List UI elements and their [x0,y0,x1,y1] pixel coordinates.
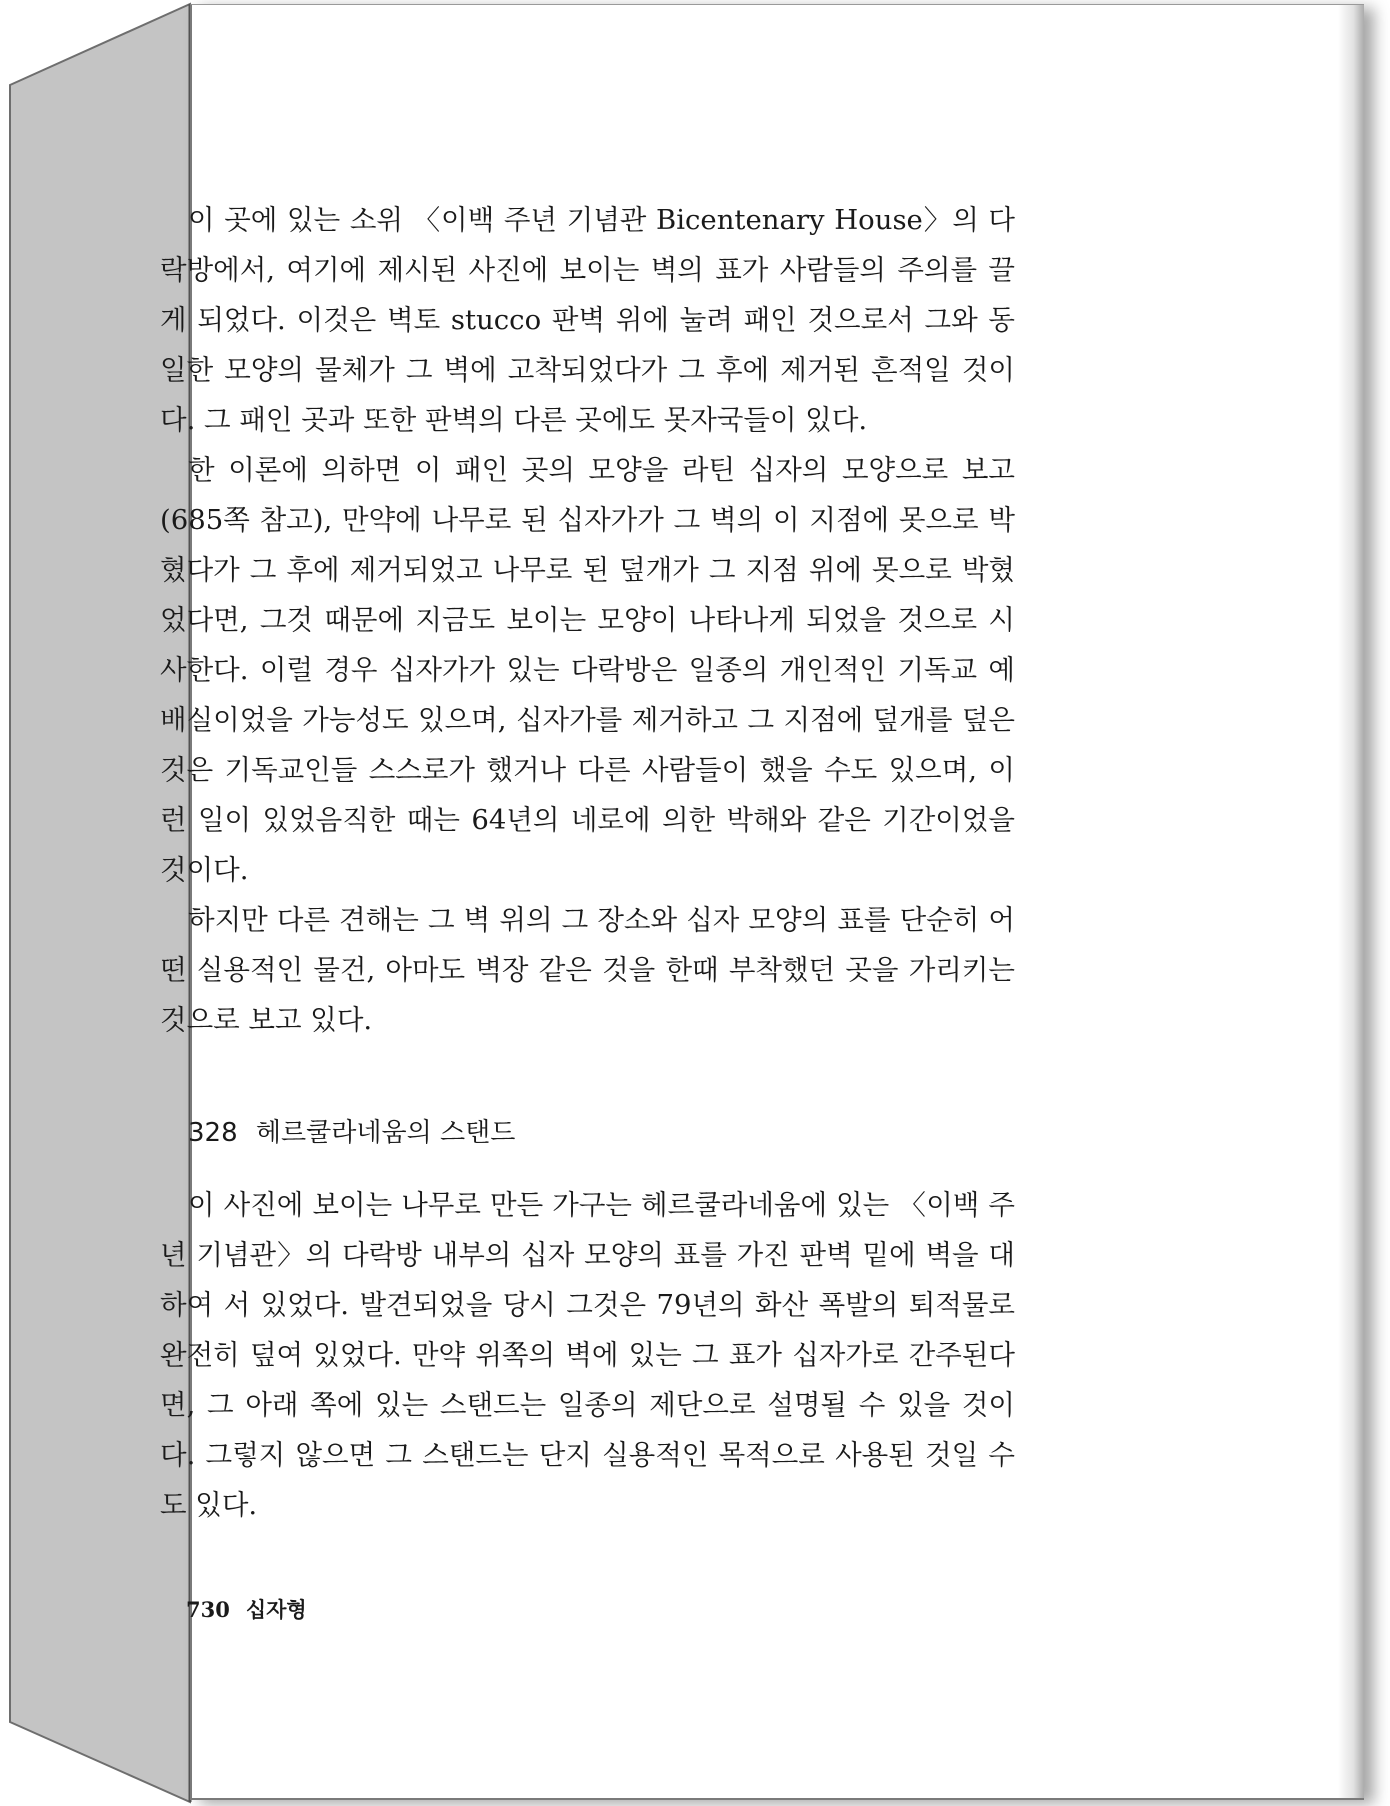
body-paragraph-1: 이 곳에 있는 소위 〈이백 주년 기념관 Bicentenary House〉의 다락방에서, 여기에 제시된 사진에 보이는 벽의 표가 사람들의 주의를 끌게 되었다. 이것은 벽토 stucco 판벽 위에 눌려 패인 것으로서 그와 동일한 모양의 물체가 그 벽에 고착되었다가 그 후에 제거된 흔적일 것이다. 그 패인 곳과 또한 판벽의 다른 곳에도 못자국들이 있다. [160,204,1015,436]
section-text [160,1180,1015,1530]
body-text [160,195,1015,1045]
page-edge-shadow [1338,5,1364,1798]
section-heading [188,1112,515,1149]
section-paragraph-1: 이 사진에 보이는 나무로 만든 가구는 헤르쿨라네움에 있는 〈이백 주년 기념관〉의 다락방 내부의 십자 모양의 표를 가진 판벽 밑에 벽을 대하여 서 있었다. 발견되었을 당시 그것은 79년의 화산 폭발의 퇴적물로 완전히 덮여 있었다. 만약 위쪽의 벽에 있는 그 표가 십자가로 간주된다면, 그 아래 쪽에 있는 스탠드는 일종의 제단으로 설명될 수 있을 것이다. 그렇지 않으면 그 스탠드는 단지 실용적인 목적으로 사용된 것일 수도 있다. [160,1189,1015,1521]
body-paragraph-2: 한 이론에 의하면 이 패인 곳의 모양을 라틴 십자의 모양으로 보고(685쪽 참고), 만약에 나무로 된 십자가가 그 벽의 이 지점에 못으로 박혔다가 그 후에 제거되었고 나무로 된 덮개가 그 지점 위에 못으로 박혔었다면, 그것 때문에 지금도 보이는 모양이 나타나게 되었을 것으로 시사한다. 이럴 경우 십자가가 있는 다락방은 일종의 개인적인 기독교 예배실이었을 가능성도 있으며, 십자가를 제거하고 그 지점에 덮개를 덮은 것은 기독교인들 스스로가 했거나 다른 사람들이 했을 수도 있으며, 이런 일이 있었음직한 때는 64년의 네로에 의한 박해와 같은 기간이었을 것이다. [160,454,1015,886]
section-number: 328 [188,1118,238,1148]
section-title: 헤르쿨라네움의 스탠드 [255,1118,516,1148]
page-number: 730 [186,1597,230,1622]
page-footer [186,1594,307,1624]
running-title: 십자형 [245,1597,307,1622]
body-paragraph-3: 하지만 다른 견해는 그 벽 위의 그 장소와 십자 모양의 표를 단순히 어떤 실용적인 물건, 아마도 벽장 같은 것을 한때 부착했던 곳을 가리키는 것으로 보고 있다. [160,904,1015,1036]
